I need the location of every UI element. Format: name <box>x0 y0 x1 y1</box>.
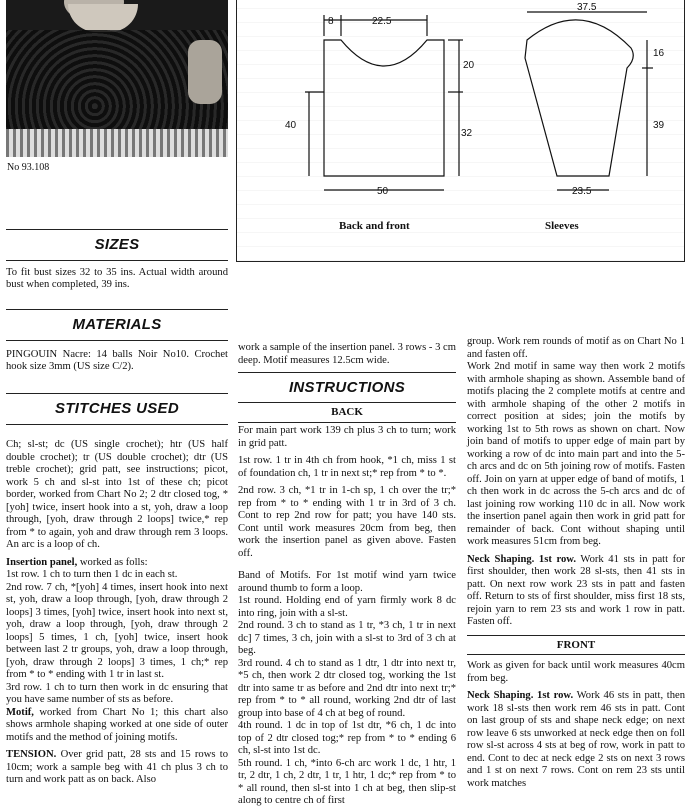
sample-note: work a sample of the insertion panel. 3 rows - 3 cm deep. Motif measures 12.5cm wide. <box>238 342 456 366</box>
schematic-panel <box>236 0 685 262</box>
motif-text: worked from Chart No 1; this chart also shows armhole shaping worked at one side of outer motifs and the method of joining motifs. <box>6 706 229 743</box>
stitches-abbrev: Ch; sl-st; dc (US single crochet); htr (US half double crochet); tr (US double crochet); dtr (US treble crochet); grid patt, see instructions; picot, work 5 ch and sl-st into 1st of these ch; picot border, worked from Chart No 2; 2 dtr closed tog, *[yoh] twice, insert hook into a st, yoh, draw a loop through, [yoh, draw through 2 loops] twice,* rep from * to again, yoh and draw through rem 3 loops. An arc is a loop of ch. <box>6 439 228 550</box>
instructions-header <box>238 372 456 423</box>
motif-round-3: 3rd round. 4 ch to stand as 1 dtr, 1 dtr into next tr, *5 ch, then work 2 dtr closed tog, working the 1st dtr into same tr as before and 2nd dtr into next tr;* rep from * to * all round, working 2nd dtr of last group into base of 4 ch at beg of round. <box>238 657 456 719</box>
continuation-column <box>467 336 685 800</box>
dim-cap: 16 <box>653 48 665 59</box>
dim-armhole: 20 <box>463 60 475 71</box>
motif-round-1: 1st round. Holding end of yarn firmly work 8 dc into ring, join with a sl-st. <box>238 595 456 619</box>
divider <box>6 229 228 230</box>
insertion-row-3: 3rd row. 1 ch to turn then work in dc ensuring that you have same number of sts as before. <box>6 681 228 705</box>
tension-text: Over grid patt, 28 sts and 15 rows to 10cm; work a sample beg with 41 ch plus 3 ch to turn and work patt as on back. Also <box>6 749 228 785</box>
dim-cuff: 23.5 <box>572 186 592 197</box>
divider <box>6 309 228 310</box>
motif-round-2: 2nd round. 3 ch to stand as 1 tr, *3 ch, 1 tr in next dc] 7 times, 3 ch, join with a sl-st to 3rd of 3 ch at beg. <box>238 620 456 656</box>
back-row-2: 2nd row. 3 ch, *1 tr in 1-ch sp, 1 ch over the tr;* rep from * to * ending with 1 tr in 3rd of 3 ch. Cont to rep 2nd row for patt; you have 140 sts. Cont until work measures 20cm from beg, then work the insertion panel as given above. Fasten off. <box>238 485 456 559</box>
front-neck-label: Neck Shaping. 1st row. <box>467 690 574 702</box>
materials-heading: MATERIALS <box>72 316 162 333</box>
motif-finish: group. Work rem rounds of motif as on Chart No 1 and fasten off. <box>467 336 685 360</box>
motif-label: Motif, <box>6 706 34 718</box>
schematic-drawing <box>237 0 686 262</box>
front-heading: FRONT <box>556 638 596 651</box>
insertion-text: worked as folls: <box>79 556 148 568</box>
back-heading: BACK <box>331 405 363 418</box>
caption-sleeves: Sleeves <box>545 220 579 232</box>
insertion-row-2: 2nd row. 7 ch, *[yoh] 4 times, insert hook into next st, yoh, draw a loop through, [yoh, draw through 2 loops] 3 times, [yoh] twice, insert hook into next st, yoh, draw a loop through, [yoh, draw through 2 loops] 5 times, 1 ch, [yoh] twice, insert hook between last 2 tr groups, yoh, draw a loop through, [yoh, draw through 2 loops] 3 times, 1 ch;* rep from * to * ending with 1 tr in last st. <box>6 581 228 680</box>
sizes-section <box>6 229 228 292</box>
instructions-heading: INSTRUCTIONS <box>288 379 406 396</box>
sleeve-outline <box>525 20 633 176</box>
stitches-section <box>6 393 228 425</box>
motif-round-5: 5th round. 1 ch, *into 6-ch arc work 1 dc, 1 htr, 1 tr, 2 dtr, 1 ch, 2 dtr, 1 tr, 1 htr, 1 dc;* rep from * to * all round, then sl-st into 1 ch at beg, then slip-st along to centre ch of first <box>238 757 456 806</box>
garment-photo <box>6 0 228 157</box>
back-neck-text: Work 41 sts in patt for first shoulder, then work 28 sl-sts, then 41 sts in patt. On next row work 23 sts in patt and fasten off. Return to sts of first shoulder, miss first 18 sts, rejoin yarn to rem 23 sts and work 1 row in patt. Fasten off. <box>467 553 685 627</box>
dim-shoulder: 8 <box>328 16 334 27</box>
divider <box>6 393 228 394</box>
back-instructions <box>238 425 456 806</box>
motif-assembly: Work 2nd motif in same way then work 2 motifs with armhole shaping as shown. Assemble band of motifs placing the 2 complete motifs at centre and with armhole shaping of the other 2 motifs in correct position at sides; join the motifs by working 1st to 5th rows as shown on chart. Now join band of motifs to upper edge of main part by working a row of dc into main part and into the 5-ch arcs and dc on 5th joining row of motifs. Fasten off. Join on yarn at upper edge of band of motifs, 1 ch then work in dc across the 5-ch arcs and dc of last joining row working 110 dc in all. Now work the insertion panel again then work in grid patt for remainder of back. Cont without shaping until work measures 51cm from beg. <box>467 361 685 547</box>
dim-sleeve-top: 37.5 <box>577 2 597 13</box>
materials-text: PINGOUIN Nacre: 14 balls Noir No10. Crochet hook size 3mm (US size C/2). <box>6 348 228 373</box>
sizes-heading: SIZES <box>94 236 140 253</box>
dim-neck: 22.5 <box>372 16 392 27</box>
stitches-column <box>6 439 228 800</box>
divider <box>238 402 456 403</box>
dim-width: 50 <box>377 186 389 197</box>
back-neck-label: Neck Shaping. 1st row. <box>467 553 576 565</box>
model-hand <box>188 40 222 104</box>
skirt-pleats <box>6 129 228 157</box>
band-of-motifs: Band of Motifs. For 1st motif wind yarn twice around thumb to form a loop. <box>238 570 456 594</box>
caption-back-front: Back and front <box>339 220 410 232</box>
divider <box>238 422 456 423</box>
model-neck <box>68 4 138 32</box>
divider <box>6 424 228 425</box>
dim-side: 40 <box>285 120 297 131</box>
insertion-label: Insertion panel, <box>6 556 78 568</box>
back-row-1: 1st row. 1 tr in 4th ch from hook, *1 ch, miss 1 st of foundation ch, 1 tr in next st;* rep from * to *. <box>238 455 456 479</box>
front-neck-text: Work 46 sts in patt, then work 18 sl-sts then work rem 46 sts in patt. Cont on last group of sts and shape neck edge; on next row leave 6 sts unworked at neck edge then on foll row sl-st across 4 sts at beg of row, work in patt to end. Cont to dec at neck edge 2 sts on next 3 rows and 1 st on next 7 rows. Cont on rem 23 sts until work matches <box>467 690 685 789</box>
tension-label: TENSION. <box>6 749 57 760</box>
materials-section <box>6 309 228 374</box>
divider <box>6 340 228 341</box>
divider <box>238 372 456 373</box>
divider <box>6 260 228 261</box>
pattern-number: No 93.108 <box>7 162 50 173</box>
divider <box>467 654 685 655</box>
divider <box>467 635 685 636</box>
back-intro: For main part work 139 ch plus 3 ch to turn; work in grid patt. <box>238 425 456 449</box>
front-text: Work as given for back until work measures 40cm from beg. <box>467 660 685 684</box>
stitches-heading: STITCHES USED <box>55 400 179 417</box>
sizes-text: To fit bust sizes 32 to 35 ins. Actual width around bust when completed, 39 ins. <box>6 266 228 291</box>
dim-total: 32 <box>461 128 473 139</box>
body-outline <box>324 40 444 176</box>
motif-round-4: 4th round. 1 dc in top of 1st dtr, *6 ch, 1 dc into top of 2 dtr closed tog;* rep from * to * ending 6 ch, sl-st into 1st dc. <box>238 720 456 756</box>
dim-sleeve-length: 39 <box>653 120 665 131</box>
insertion-row-1: 1st row. 1 ch to turn then 1 dc in each st. <box>6 569 178 580</box>
